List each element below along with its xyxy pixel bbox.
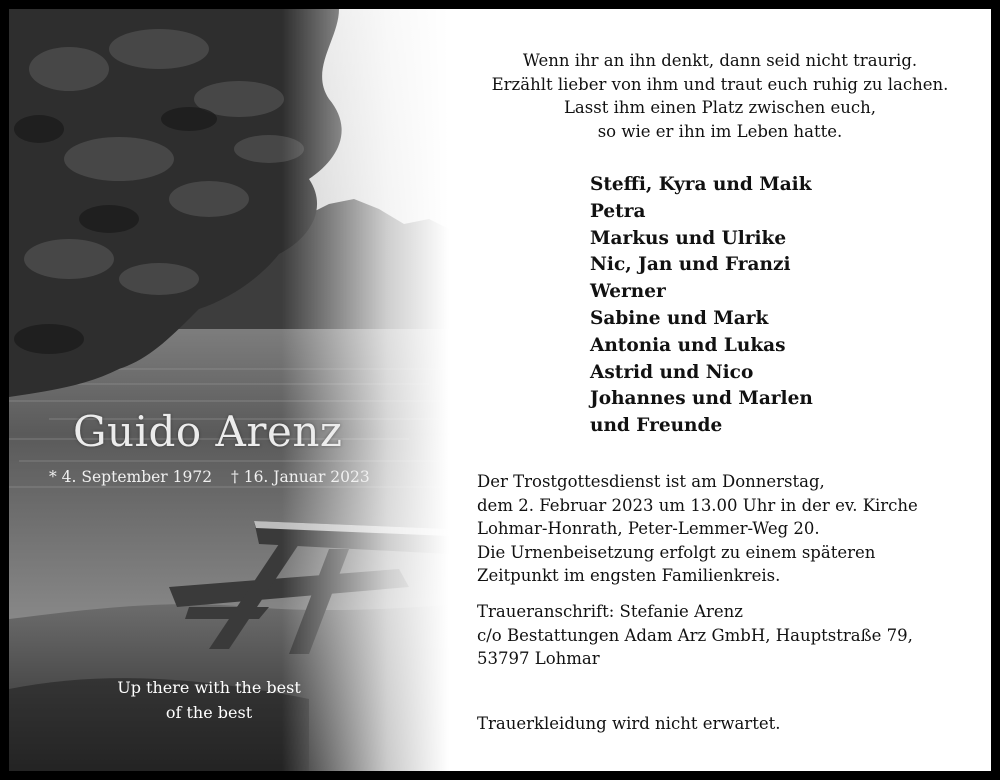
motto-line: Up there with the best: [117, 678, 301, 697]
address-line: c/o Bestattungen Adam Arz GmbH, Hauptstraße 79,: [477, 625, 913, 645]
mourner: Steffi, Kyra und Maik: [590, 174, 812, 195]
deceased-name: Guido Arenz: [73, 407, 343, 456]
mourner: Johannes und Marlen: [590, 388, 813, 410]
lake-photo: [9, 9, 449, 771]
mourner: Werner: [590, 281, 666, 303]
motto: [109, 675, 309, 725]
poem-line: so wie er ihn im Leben hatte.: [597, 121, 843, 141]
mourning-address: [477, 600, 977, 671]
mourner: Sabine und Mark: [590, 307, 769, 329]
mourner: Antonia und Lukas: [590, 334, 786, 356]
poem-line: Lasst ihm einen Platz zwischen euch,: [563, 98, 877, 117]
mourners-list: [590, 172, 970, 440]
service-line: Zeitpunkt im engsten Familienkreis.: [477, 566, 781, 585]
poem-line: Wenn ihr an ihn denkt, dann seid nicht traurig.: [522, 51, 918, 70]
mourner: und Freunde: [590, 415, 723, 437]
mourner: Markus und Ulrike: [590, 227, 787, 249]
closing-note: Trauerkleidung wird nicht erwartet.: [477, 714, 781, 733]
poem: [475, 49, 965, 143]
mourner: Petra: [590, 200, 646, 222]
obituary-card: [9, 9, 991, 771]
service-line: Lohmar-Honrath, Peter-Lemmer-Weg 20.: [477, 519, 820, 538]
poem-line: Erzählt lieber von ihm und traut euch ruhig zu lachen.: [491, 74, 949, 94]
death-date: † 16. Januar 2023: [231, 468, 370, 486]
service-line: Der Trostgottesdienst ist am Donnerstag,: [477, 472, 825, 491]
address-line: 53797 Lohmar: [477, 649, 600, 668]
mourner: Nic, Jan und Franzi: [590, 254, 791, 276]
mourner: Astrid und Nico: [590, 361, 754, 383]
motto-line: of the best: [165, 703, 253, 722]
service-line: dem 2. Februar 2023 um 13.00 Uhr in der ev. Kirche: [477, 495, 918, 515]
service-line: Die Urnenbeisetzung erfolgt zu einem späteren: [477, 542, 876, 562]
service-info: [477, 470, 977, 588]
address-line: Traueranschrift: Stefanie Arenz: [477, 602, 743, 621]
life-dates: [49, 468, 409, 486]
birth-date: * 4. September 1972: [49, 468, 213, 486]
